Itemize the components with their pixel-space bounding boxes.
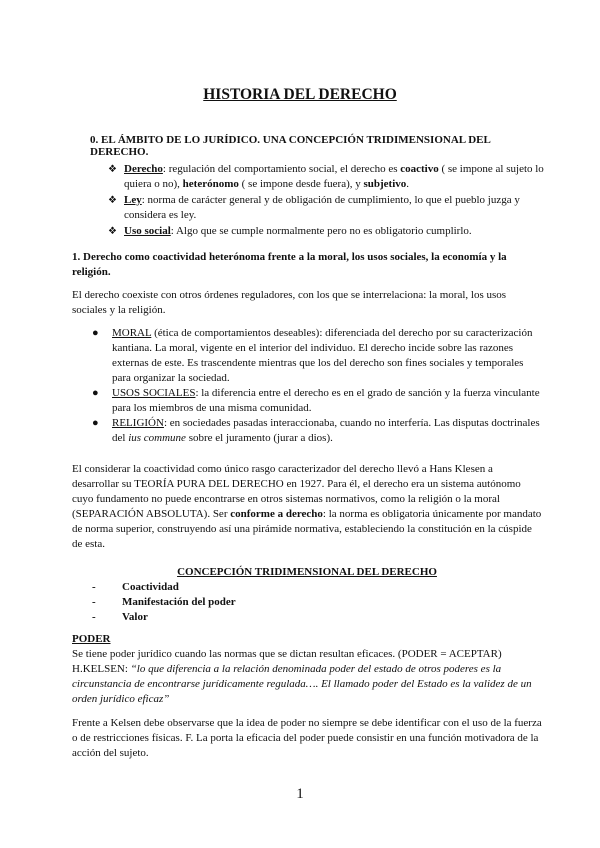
kelsen-quote: H.KELSEN: “lo que diferencia a la relación denominada poder del estado de otros poderes es la circunstancia de encontrarse jurídicamente regulada…. El llamado poder del Estado es la validez de un orden jurídico eficaz” (72, 663, 532, 705)
dash-bullet-icon: - (92, 581, 96, 593)
section-0-heading: 0. EL ÁMBITO DE LO JURÍDICO. UNA CONCEPCIÓN TRIDIMENSIONAL DEL DERECHO. (90, 134, 491, 158)
kelsen-paragraph: El considerar la coactividad como único rasgo caracterizador del derecho llevó a Hans Klesen a desarrollar su TEORÍA PURA DEL DERECHO en 1927. Para él, el derecho era un sistema autónomo cuyo fundamento no puede encontrarse en otros sistemas normativos, como la religión o la moral (SEPARACIÓN ABSOLUTA). Ser conforme a derecho: la norma es obligatoria únicamente por mandato de norma superior, construyendo así una pirámide normativa, estableciendo la constitución en la cúspide de esta. (72, 463, 542, 550)
dot-bullet-icon: ● (92, 387, 99, 399)
definition-term: Derecho (124, 163, 163, 175)
dimension-item: - Manifestación del poder (92, 596, 236, 608)
definition-item: ❖ Derecho: regulación del comportamiento social, el derecho es coactivo ( se impone al sujeto lo quiera o no), heterónomo ( se impone desde fuera), y subjetivo. (108, 163, 544, 190)
definitions-list (108, 162, 548, 240)
dash-bullet-icon: - (92, 596, 96, 608)
diamond-bullet-icon: ❖ (108, 195, 117, 206)
order-item: ● MORAL (ética de comportamientos deseables): diferenciada del derecho por su caracterización kantiana. La moral, vigente en el interior del individuo. El derecho incide sobre las razones externas de este. Es trascendente mientras que los del derecho son fines sociales y temporales para organizar la sociedad. (92, 327, 533, 384)
tridimensional-heading: CONCEPCIÓN TRIDIMENSIONAL DEL DERECHO (177, 566, 437, 578)
poder-section (72, 632, 547, 707)
orders-list (92, 326, 540, 446)
dot-bullet-icon: ● (92, 327, 99, 339)
closing-paragraph: Frente a Kelsen debe observarse que la idea de poder no siempre se debe identificar con el uso de la fuerza o de restricciones físicas. F. La porta la eficacia del poder puede consistir en una función motivadora de la acción del sujeto. (72, 717, 542, 759)
definition-item: ❖ Ley: norma de carácter general y de obligación de cumplimiento, lo que el pueblo juzga y considera es ley. (108, 194, 520, 221)
dash-bullet-icon: - (92, 611, 96, 623)
poder-line: Se tiene poder jurídico cuando las normas que se dictan resultan eficaces. (PODER = ACEPTAR) (72, 648, 502, 660)
dimension-item: - Coactividad (92, 581, 179, 593)
dimension-item: - Valor (92, 611, 148, 623)
definition-term: Ley (124, 194, 142, 206)
order-term: MORAL (112, 327, 152, 339)
diamond-bullet-icon: ❖ (108, 164, 117, 175)
order-term: RELIGIÓN (112, 417, 164, 429)
order-item: ● RELIGIÓN: en sociedades pasadas interaccionaba, cuando no interfería. Las disputas doctrinales del ius commune sobre el juramento (jurar a dios). (92, 417, 540, 444)
document-title: HISTORIA DEL DERECHO (203, 86, 397, 103)
definition-item: ❖ Uso social: Algo que se cumple normalmente pero no es obligatorio cumplirlo. (108, 225, 472, 237)
order-term: USOS SOCIALES (112, 387, 196, 399)
diamond-bullet-icon: ❖ (108, 226, 117, 237)
dimensions-list (92, 580, 392, 625)
intro-paragraph: El derecho coexiste con otros órdenes reguladores, con los que se interrelaciona: la moral, los usos sociales y la religión. (72, 289, 507, 316)
order-item: ● USOS SOCIALES: la diferencia entre el derecho es en el grado de sanción y la fuerza vinculante para los miembros de una misma comunidad. (92, 387, 540, 414)
poder-heading: PODER (72, 633, 111, 645)
page-number: 1 (296, 786, 304, 802)
definition-term: Uso social (124, 225, 171, 237)
dot-bullet-icon: ● (92, 417, 99, 429)
section-1-heading: 1. Derecho como coactividad heterónoma frente a la moral, los usos sociales, la economía y la religión. (72, 251, 507, 278)
